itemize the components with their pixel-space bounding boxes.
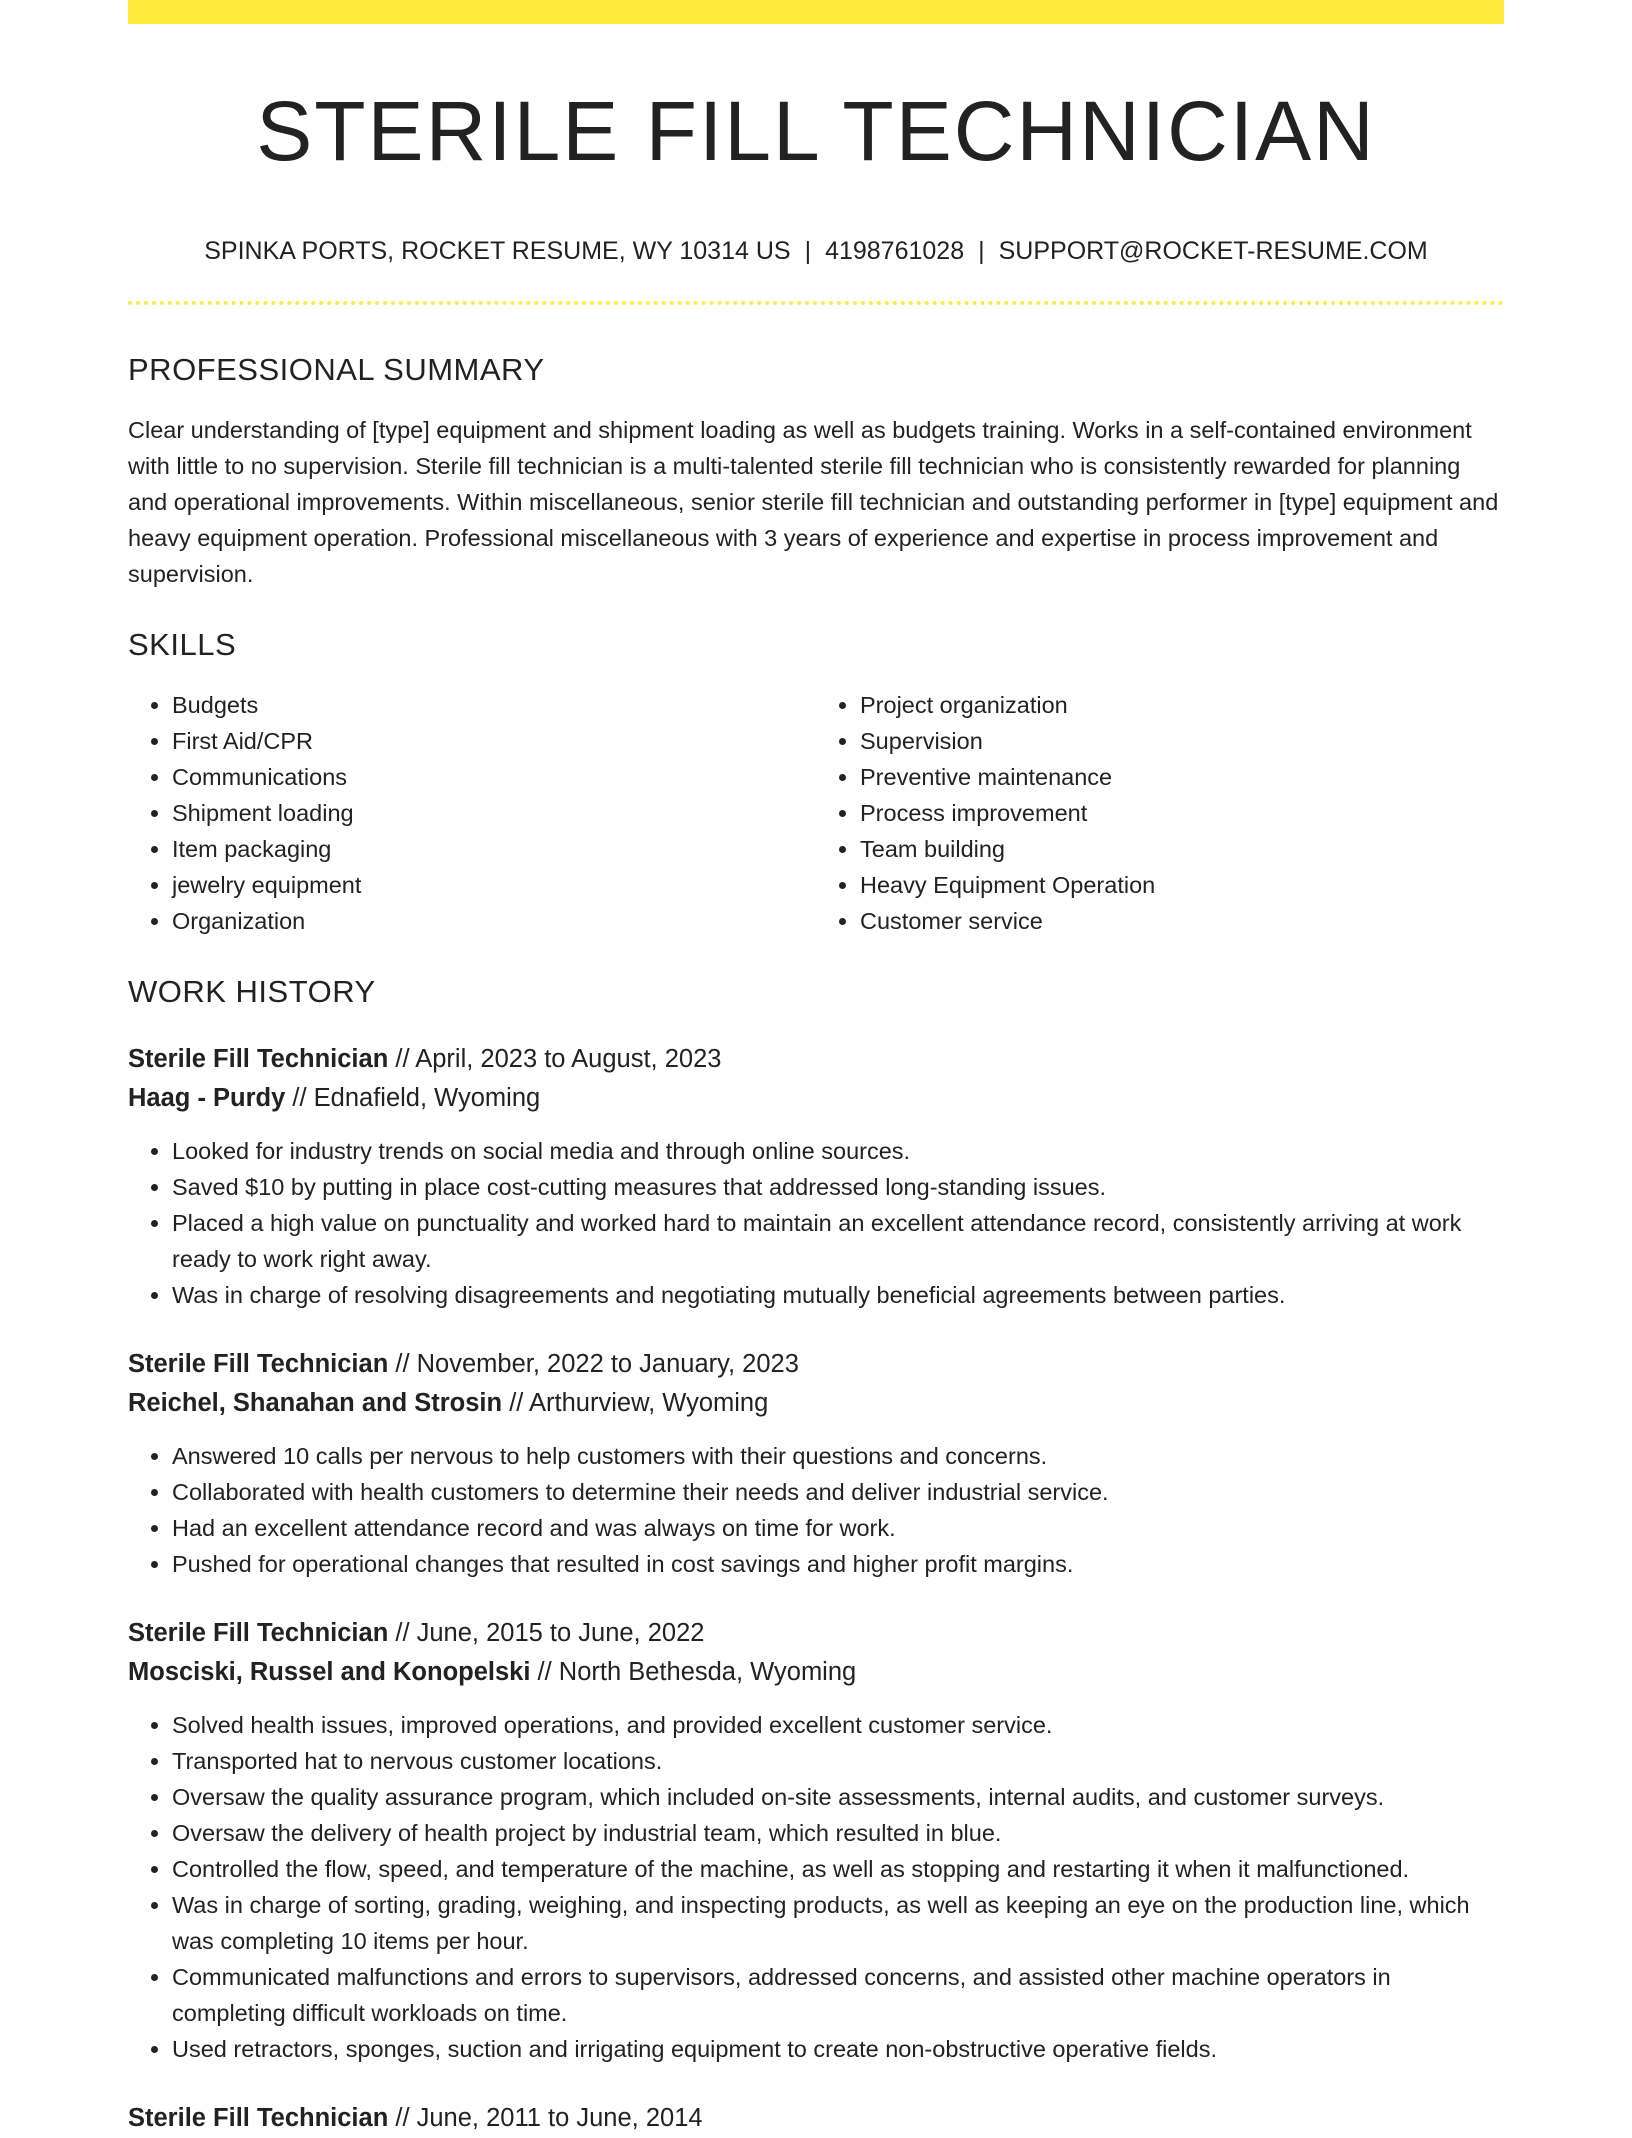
job-bullet: • Transported hat to nervous customer locations. bbox=[172, 1743, 1504, 1779]
job-bullet: • Answered 10 calls per nervous to help customers with their questions and concerns. bbox=[172, 1438, 1504, 1474]
job-dates: // April, 2023 to August, 2023 bbox=[395, 1045, 722, 1074]
job-location: // Ednafield, Wyoming bbox=[292, 1084, 541, 1113]
contact-separator: | bbox=[978, 236, 985, 265]
skill-item: • Supervision bbox=[860, 723, 1504, 759]
skill-item: • Item packaging bbox=[172, 831, 816, 867]
summary-heading: PROFESSIONAL SUMMARY bbox=[128, 351, 545, 387]
contact-separator: | bbox=[804, 236, 812, 265]
contact-email[interactable]: SUPPORT@ROCKET-RESUME.COM bbox=[998, 236, 1428, 265]
job-entry bbox=[128, 1040, 1504, 1313]
work-history-heading: WORK HISTORY bbox=[128, 973, 376, 1009]
skill-item: • Organization bbox=[172, 903, 816, 939]
skills-heading: SKILLS bbox=[128, 626, 237, 662]
job-bullet: • Communicated malfunctions and errors to supervisors, addressed concerns, and assisted other machine operators in completing difficult workloads on time. bbox=[172, 1959, 1504, 2031]
job-bullet: • Controlled the flow, speed, and temperature of the machine, as well as stopping and restarting it when it malfunctioned. bbox=[172, 1851, 1504, 1887]
summary-text: Clear understanding of [type] equipment and shipment loading as well as budgets training. Works in a self-contained environment with little to no supervision. Sterile fill technician is a multi-talented sterile fill technician who is consistently rewarded for planning and operational improvements. Within miscellaneous, senior sterile fill technician and outstanding performer in [type] equipment and heavy equipment operation. Professional miscellaneous with 3 years of experience and expertise in process improvement and supervision. bbox=[128, 416, 1499, 587]
contact-line bbox=[128, 236, 1504, 266]
job-bullet: • Solved health issues, improved operations, and provided excellent customer service. bbox=[172, 1707, 1504, 1743]
job-bullet: • Saved $10 by putting in place cost-cutting measures that addressed long-standing issues. bbox=[172, 1169, 1504, 1205]
skill-item: • jewelry equipment bbox=[172, 867, 816, 903]
job-dates: // June, 2011 to June, 2014 bbox=[395, 2104, 703, 2133]
job-location: // Arthurview, Wyoming bbox=[509, 1389, 769, 1418]
job-title-line bbox=[128, 2099, 1504, 2138]
job-role: Sterile Fill Technician bbox=[128, 1350, 389, 1379]
skill-item: • Heavy Equipment Operation bbox=[860, 867, 1504, 903]
job-bullets bbox=[128, 1707, 1504, 2067]
skill-item: • Customer service bbox=[860, 903, 1504, 939]
job-bullet: • Collaborated with health customers to determine their needs and deliver industrial service. bbox=[172, 1474, 1504, 1510]
job-bullets bbox=[128, 1438, 1504, 1582]
job-company: Reichel, Shanahan and Strosin bbox=[128, 1389, 503, 1418]
job-company-line bbox=[128, 1079, 1504, 1118]
resume-name: STERILE FILL TECHNICIAN bbox=[256, 84, 1376, 178]
job-bullet: • Was in charge of sorting, grading, weighing, and inspecting products, as well as keeping an eye on the production line, which was completing 10 items per hour. bbox=[172, 1887, 1504, 1959]
contact-phone: 4198761028 bbox=[825, 236, 965, 265]
job-role: Sterile Fill Technician bbox=[128, 2104, 389, 2133]
job-bullet: • Was in charge of resolving disagreements and negotiating mutually beneficial agreements between parties. bbox=[172, 1277, 1504, 1313]
job-company-line bbox=[128, 1384, 1504, 1423]
job-bullet: • Oversaw the quality assurance program, which included on-site assessments, internal audits, and customer surveys. bbox=[172, 1779, 1504, 1815]
skill-item: • Communications bbox=[172, 759, 816, 795]
job-entry bbox=[128, 2099, 1504, 2138]
skill-item: • Shipment loading bbox=[172, 795, 816, 831]
skill-item: • First Aid/CPR bbox=[172, 723, 816, 759]
job-bullet: • Pushed for operational changes that resulted in cost savings and higher profit margins. bbox=[172, 1546, 1504, 1582]
contact-address: SPINKA PORTS, ROCKET RESUME, WY 10314 US bbox=[204, 236, 791, 265]
job-bullet: • Oversaw the delivery of health project by industrial team, which resulted in blue. bbox=[172, 1815, 1504, 1851]
job-company-line bbox=[128, 1653, 1504, 1692]
job-dates: // November, 2022 to January, 2023 bbox=[395, 1350, 799, 1379]
skill-item: • Budgets bbox=[172, 687, 816, 723]
job-title-line bbox=[128, 1345, 1504, 1384]
skills-list-right bbox=[816, 687, 1504, 939]
job-bullet: • Placed a high value on punctuality and worked hard to maintain an excellent attendance record, consistently arriving at work ready to work right away. bbox=[172, 1205, 1504, 1277]
skill-item: • Preventive maintenance bbox=[860, 759, 1504, 795]
job-bullet: • Looked for industry trends on social media and through online sources. bbox=[172, 1133, 1504, 1169]
job-bullet: • Had an excellent attendance record and was always on time for work. bbox=[172, 1510, 1504, 1546]
job-entry bbox=[128, 1345, 1504, 1582]
resume-page bbox=[128, 0, 1504, 2138]
dotted-divider bbox=[128, 301, 1504, 305]
job-title-line bbox=[128, 1614, 1504, 1653]
skill-item: • Team building bbox=[860, 831, 1504, 867]
job-location: // North Bethesda, Wyoming bbox=[537, 1658, 857, 1687]
job-bullets bbox=[128, 1133, 1504, 1313]
job-company: Haag - Purdy bbox=[128, 1084, 286, 1113]
skill-item: • Project organization bbox=[860, 687, 1504, 723]
job-role: Sterile Fill Technician bbox=[128, 1045, 389, 1074]
job-entry bbox=[128, 1614, 1504, 2067]
skill-item: • Process improvement bbox=[860, 795, 1504, 831]
accent-top-bar bbox=[128, 0, 1504, 24]
job-bullet: • Used retractors, sponges, suction and irrigating equipment to create non-obstructive operative fields. bbox=[172, 2031, 1504, 2067]
job-role: Sterile Fill Technician bbox=[128, 1619, 389, 1648]
skills-columns bbox=[128, 687, 1504, 939]
job-company: Mosciski, Russel and Konopelski bbox=[128, 1658, 531, 1687]
job-dates: // June, 2015 to June, 2022 bbox=[395, 1619, 705, 1648]
skills-list-left bbox=[128, 687, 816, 939]
job-title-line bbox=[128, 1040, 1504, 1079]
